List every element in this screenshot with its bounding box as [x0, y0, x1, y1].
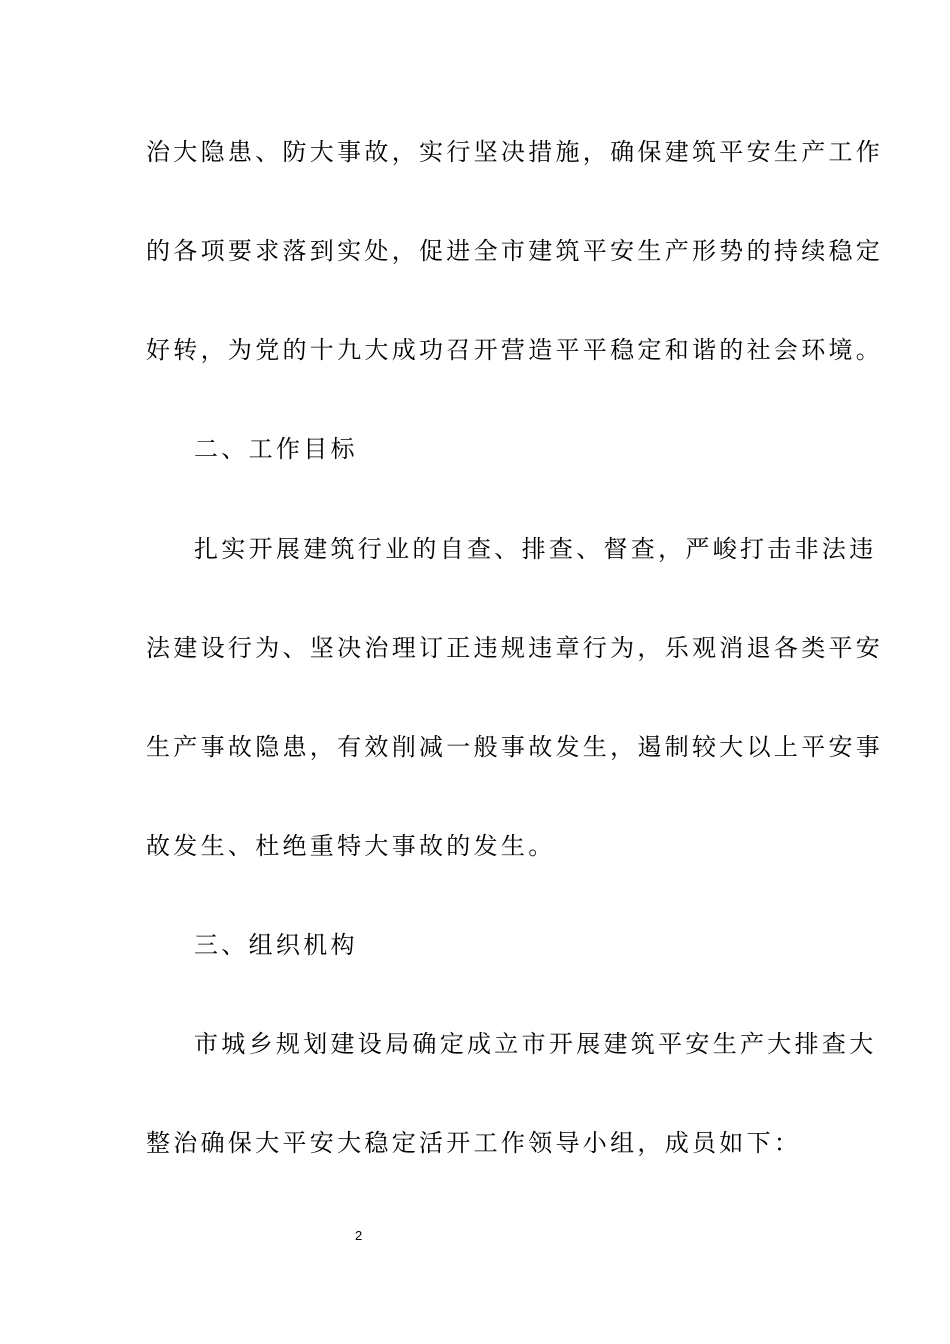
paragraph-line: 整治确保大平安大稳定活开工作领导小组，成员如下： [146, 1129, 802, 1157]
paragraph-line: 治大隐患、防大事故，实行坚决措施，确保建筑平安生产工作 [146, 138, 884, 166]
paragraph-line: 好转，为党的十九大成功召开营造平平稳定和谐的社会环境。 [146, 336, 884, 364]
page-number: 2 [355, 1228, 363, 1243]
paragraph-line: 故发生、杜绝重特大事故的发生。 [146, 832, 556, 860]
section-heading-work-goals: 二、工作目标 [194, 435, 358, 463]
section-heading-organization: 三、组织机构 [194, 931, 358, 959]
paragraph-line: 法建设行为、坚决治理订正违规违章行为，乐观消退各类平安 [146, 634, 884, 662]
paragraph-line: 市城乡规划建设局确定成立市开展建筑平安生产大排查大 [194, 1030, 877, 1058]
paragraph-line: 的各项要求落到实处，促进全市建筑平安生产形势的持续稳定 [146, 237, 884, 265]
paragraph-line: 扎实开展建筑行业的自查、排查、督查，严峻打击非法违 [194, 535, 877, 563]
paragraph-line: 生产事故隐患，有效削减一般事故发生，遏制较大以上平安事 [146, 733, 884, 761]
